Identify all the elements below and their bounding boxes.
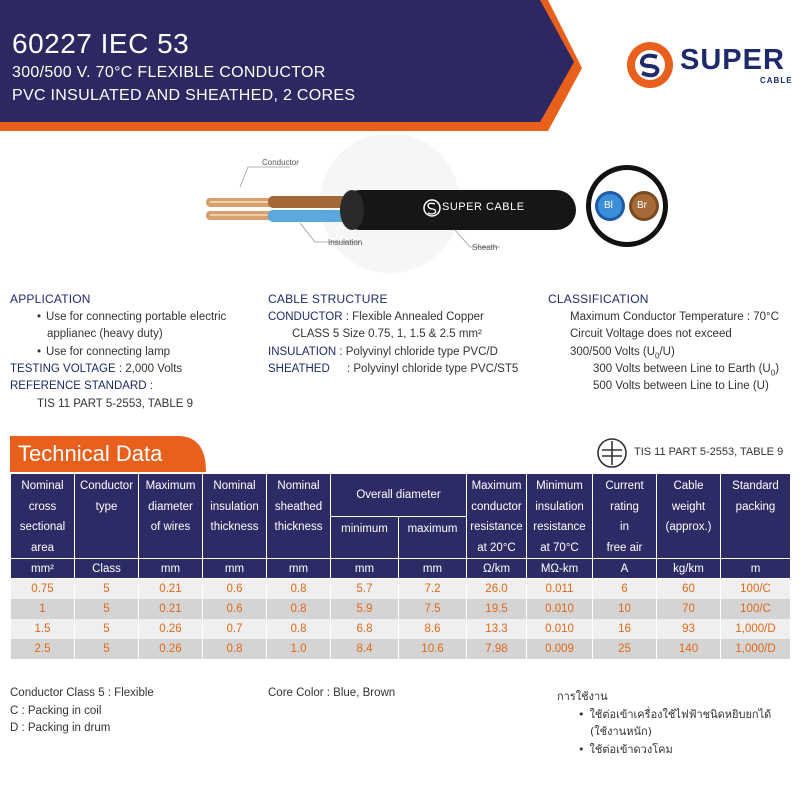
reference-standard-label xyxy=(10,380,153,392)
thai-usage-item-2-text: ใช้ต่อเข้าดวงโคม xyxy=(589,743,673,756)
table-cell: 16 xyxy=(593,619,657,639)
conductor-detail: CLASS 5 Size 0.75, 1, 1.5 & 2.5 mm² xyxy=(292,328,482,340)
col-header-current-rating: Current rating in free air xyxy=(593,474,657,559)
thai-usage-item-1-text: ใช้ต่อเข้าเครื่องใช้ไฟฟ้าชนิดหยิบยกได้ xyxy=(589,708,772,721)
table-cell: 0.010 xyxy=(527,619,593,639)
product-code-title: 60227 IEC 53 xyxy=(12,28,190,59)
table-cell: 0.8 xyxy=(267,619,331,639)
table-cell: 19.5 xyxy=(467,599,527,619)
table-cell: 6.8 xyxy=(331,619,399,639)
class-circuit-voltage: Circuit Voltage does not exceed xyxy=(570,328,732,340)
application-bullet-2-text: Use for connecting lamp xyxy=(46,346,171,358)
class-volts-text: 300/500 Volts (U xyxy=(570,346,656,358)
table-cell: 2.5 xyxy=(11,639,75,659)
cable-drawing xyxy=(0,135,800,280)
sheathed-label: SHEATHED xyxy=(268,363,330,375)
table-cell: 8.4 xyxy=(331,639,399,659)
sheath-spec xyxy=(268,363,518,375)
col-header-insulation-thickness: Nominal insulation thickness xyxy=(203,474,267,559)
table-cell: 0.010 xyxy=(527,599,593,619)
core-color-note: Core Color : Blue, Brown xyxy=(268,687,396,699)
logo-subtext: CABLE xyxy=(760,76,793,85)
super-cable-logo xyxy=(624,40,796,90)
insulation-spec xyxy=(268,346,498,358)
unit-cell: MΩ-km xyxy=(527,559,593,579)
col-header-overall-diameter: Overall diameter xyxy=(331,474,467,517)
subtitle-construction: PVC INSULATED AND SHEATHED, 2 CORES xyxy=(12,87,356,104)
conductor-label: CONDUCTOR xyxy=(268,311,343,323)
table-cell: 100/C xyxy=(721,599,791,619)
thai-usage-item-1-cont: (ใช้งานหนัก) xyxy=(590,725,652,738)
table-cell: 0.26 xyxy=(139,619,203,639)
unit-cell: mm xyxy=(331,559,399,579)
table-cell: 0.7 xyxy=(203,619,267,639)
unit-cell: kg/km xyxy=(657,559,721,579)
insulation-label: INSULATION xyxy=(268,346,337,358)
col-header-insulation-resistance: Minimum insulation resistance at 70°C xyxy=(527,474,593,559)
class-line-earth-end: ) xyxy=(775,363,780,375)
table-cell: 0.26 xyxy=(139,639,203,659)
class-volts xyxy=(570,346,675,360)
unit-cell: m xyxy=(721,559,791,579)
table-cell: 100/C xyxy=(721,579,791,599)
logo-emblem-icon xyxy=(624,40,678,90)
application-bullet-1-text: Use for connecting portable electric xyxy=(46,311,227,323)
class-line-earth xyxy=(593,363,779,377)
table-cell: 5.9 xyxy=(331,599,399,619)
table-cell: 0.6 xyxy=(203,579,267,599)
table-cell: 26.0 xyxy=(467,579,527,599)
col-header-packing: Standard packing xyxy=(721,474,791,559)
core-label-brown: Br xyxy=(637,200,647,211)
testing-voltage-value: : 2,000 Volts xyxy=(118,363,183,375)
table-cell: 8.6 xyxy=(399,619,467,639)
table-row xyxy=(11,619,791,639)
units-row xyxy=(11,559,791,579)
class-volts-sub: 0 xyxy=(655,351,660,361)
thai-usage-item-2 xyxy=(578,740,673,758)
table-cell: 5 xyxy=(75,579,139,599)
table-cell: 5 xyxy=(75,599,139,619)
unit-cell: mm xyxy=(267,559,331,579)
table-cell: 0.21 xyxy=(139,579,203,599)
col-header-area: Nominal cross sectional area xyxy=(11,474,75,559)
technical-data-table xyxy=(10,473,791,659)
table-row xyxy=(11,639,791,659)
table-cell: 93 xyxy=(657,619,721,639)
col-header-conductor-resistance: Maximum conductor resistance at 20°C xyxy=(467,474,527,559)
table-cell: 0.8 xyxy=(267,599,331,619)
col-header-min-diameter: minimum xyxy=(331,517,399,559)
structure-heading: CABLE STRUCTURE xyxy=(268,292,388,306)
unit-cell: mm xyxy=(139,559,203,579)
cable-print-brand: SUPER CABLE xyxy=(442,201,525,213)
class-footnote: Conductor Class 5 : Flexible xyxy=(10,687,154,699)
table-cell: 1,000/D xyxy=(721,619,791,639)
class-volts-end: /U) xyxy=(659,346,675,358)
table-cell: 1 xyxy=(11,599,75,619)
table-cell: 7.98 xyxy=(467,639,527,659)
subtitle-rating: 300/500 V. 70°C FLEXIBLE CONDUCTOR xyxy=(12,64,326,81)
application-bullet-1 xyxy=(37,311,226,323)
conductor-value: : Flexible Annealed Copper xyxy=(345,311,484,323)
unit-cell: mm xyxy=(203,559,267,579)
col-header-type: Conductor type xyxy=(75,474,139,559)
table-cell: 5 xyxy=(75,639,139,659)
table-cell: 10.6 xyxy=(399,639,467,659)
coil-footnote: C : Packing in coil xyxy=(10,705,102,717)
table-cell: 0.75 xyxy=(11,579,75,599)
table-cell: 140 xyxy=(657,639,721,659)
testing-voltage-label: TESTING VOLTAGE xyxy=(10,363,116,375)
sheathed-value: : Polyvinyl chloride type PVC/ST5 xyxy=(346,363,519,375)
reference-standard-label-text: REFERENCE STANDARD : xyxy=(10,380,153,392)
class-line-earth-text: 300 Volts between Line to Earth (U xyxy=(593,363,771,375)
core-label-blue: Bl xyxy=(604,200,613,211)
unit-cell: Class xyxy=(75,559,139,579)
table-cell: 0.009 xyxy=(527,639,593,659)
unit-cell: mm xyxy=(399,559,467,579)
insulation-value: : Polyvinyl chloride type PVC/D xyxy=(339,346,498,358)
col-header-sheath-thickness: Nominal sheathed thickness xyxy=(267,474,331,559)
table-cell: 0.6 xyxy=(203,599,267,619)
table-cell: 0.8 xyxy=(267,579,331,599)
table-cell: 13.3 xyxy=(467,619,527,639)
table-cell: 70 xyxy=(657,599,721,619)
drum-footnote: D : Packing in drum xyxy=(10,722,111,734)
thai-usage-heading: การใช้งาน xyxy=(557,690,608,703)
unit-cell: A xyxy=(593,559,657,579)
col-header-wire-diameter: Maximum diameter of wires xyxy=(139,474,203,559)
callout-conductor: Conductor xyxy=(262,158,299,167)
table-cell: 1,000/D xyxy=(721,639,791,659)
reference-standard-value: TIS 11 PART 5-2553, TABLE 9 xyxy=(37,398,193,410)
cable-illustration xyxy=(0,135,800,280)
unit-cell: mm² xyxy=(11,559,75,579)
table-cell: 5 xyxy=(75,619,139,639)
technical-data-title: Technical Data xyxy=(18,441,163,466)
testing-voltage xyxy=(10,363,182,375)
table-cell: 0.011 xyxy=(527,579,593,599)
application-bullet-1-cont: applianec (heavy duty) xyxy=(47,328,163,340)
table-cell: 1.5 xyxy=(11,619,75,639)
table-cell: 60 xyxy=(657,579,721,599)
table-cell: 1.0 xyxy=(267,639,331,659)
logo-wordmark: SUPER xyxy=(680,44,785,76)
classification-heading: CLASSIFICATION xyxy=(548,292,649,306)
table-row xyxy=(11,599,791,619)
col-header-weight: Cable weight (approx.) xyxy=(657,474,721,559)
table-cell: 25 xyxy=(593,639,657,659)
table-row xyxy=(11,579,791,599)
conductor-spec xyxy=(268,311,484,323)
table-cell: 7.5 xyxy=(399,599,467,619)
table-cell: 10 xyxy=(593,599,657,619)
callout-sheath: Sheath xyxy=(472,243,498,252)
table-cell: 7.2 xyxy=(399,579,467,599)
table-cell: 5.7 xyxy=(331,579,399,599)
class-line-earth-sub: 0 xyxy=(770,368,776,378)
callout-insulation: Insulation xyxy=(328,238,363,247)
technical-standard-ref: TIS 11 PART 5-2553, TABLE 9 xyxy=(634,446,784,458)
thai-usage-item-1 xyxy=(578,705,771,723)
class-line-line: 500 Volts between Line to Line (U) xyxy=(593,380,769,392)
table-cell: 0.8 xyxy=(203,639,267,659)
unit-cell: Ω/km xyxy=(467,559,527,579)
tis-standard-mark-icon xyxy=(596,437,628,469)
col-header-max-diameter: maximum xyxy=(399,517,467,559)
table-cell: 0.21 xyxy=(139,599,203,619)
application-heading: APPLICATION xyxy=(10,292,91,306)
application-bullet-2 xyxy=(37,346,170,358)
class-max-temp: Maximum Conductor Temperature : 70°C xyxy=(570,311,779,323)
table-cell: 6 xyxy=(593,579,657,599)
